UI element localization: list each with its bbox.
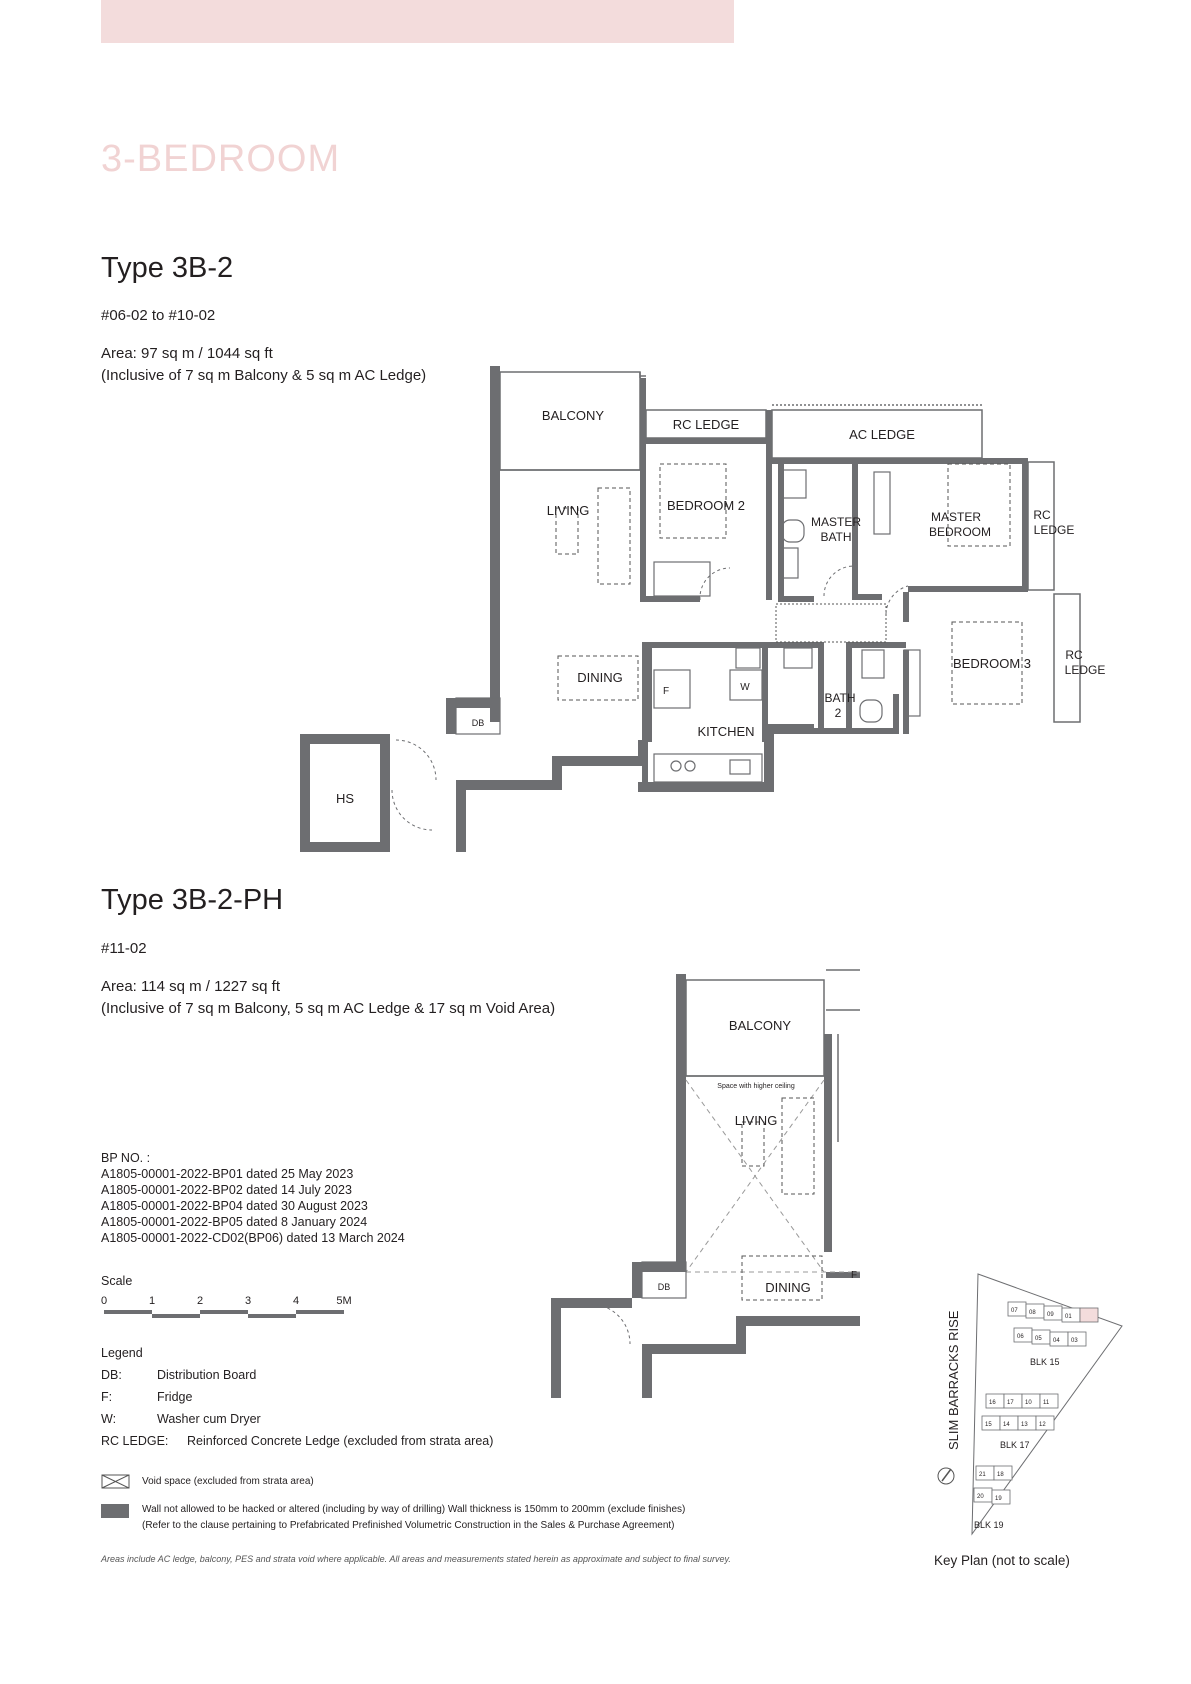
keyplan-blk17: BLK 17 <box>1000 1440 1030 1450</box>
section-title: 3-BEDROOM <box>101 138 341 180</box>
plan1-room-master-bath-2: BATH <box>820 530 852 544</box>
legend-washer: W: Washer cum Dryer <box>101 1412 261 1426</box>
plan1-room-dining: DINING <box>577 670 623 685</box>
legend-title: Legend <box>101 1346 143 1360</box>
keyplan-unit: 15 <box>985 1422 992 1428</box>
keyplan-unit: 11 <box>1043 1400 1050 1406</box>
key-plan <box>930 1270 1130 1540</box>
plan2-ceiling-note: Space with higher ceiling <box>717 1083 795 1090</box>
legend-fridge: F: Fridge <box>101 1390 193 1404</box>
plan2-units: #11-02 <box>101 940 147 957</box>
keyplan-unit: 17 <box>1007 1400 1014 1406</box>
wall-legend-swatch <box>101 1504 129 1518</box>
plan1-room-rc-ledge-right-2: LEDGE <box>1033 523 1075 537</box>
disclaimer: Areas include AC ledge, balcony, PES and strata void where applicable. All areas and measurements stated herein as approximate and subject to final survey. <box>101 1554 731 1564</box>
scale-tick: 5M <box>336 1295 352 1307</box>
plan1-room-rc-ledge-br-2: LEDGE <box>1064 663 1106 677</box>
bp-line: A1805-00001-2022-BP02 dated 14 July 2023 <box>101 1183 352 1197</box>
keyplan-unit: 20 <box>977 1494 984 1500</box>
plan1-room-rc-ledge-top: RC LEDGE <box>672 417 740 432</box>
plan2-room-living: LIVING <box>734 1113 778 1128</box>
scale-label: Scale <box>101 1274 133 1288</box>
plan1-db: DB <box>471 718 485 728</box>
plan1-room-bedroom3: BEDROOM 3 <box>952 656 1032 671</box>
plan1-fridge: F <box>662 686 670 697</box>
plan2-title: Type 3B-2-PH <box>101 884 284 916</box>
legend-rc-ledge: RC LEDGE: Reinforced Concrete Ledge (excluded from strata area) <box>101 1434 494 1448</box>
keyplan-unit: 16 <box>989 1400 996 1406</box>
scale-tick: 3 <box>244 1295 252 1307</box>
void-space-note: Void space (excluded from strata area) <box>142 1476 314 1487</box>
legend-db: DB: Distribution Board <box>101 1368 257 1382</box>
keyplan-unit: 04 <box>1053 1338 1060 1344</box>
scale-bar <box>96 1292 366 1326</box>
keyplan-unit: 18 <box>997 1472 1004 1478</box>
wall-note-1: Wall not allowed to be hacked or altered (including by way of drilling) Wall thickness is 150mm to 200mm (exclude finishes) <box>142 1504 686 1515</box>
keyplan-unit: 13 <box>1021 1422 1028 1428</box>
plan1-room-living: LIVING <box>546 503 590 518</box>
scale-tick: 4 <box>292 1295 300 1307</box>
keyplan-unit: 19 <box>995 1496 1002 1502</box>
plan1-room-master-bedroom-1: MASTER <box>930 510 982 524</box>
bp-label: BP NO. : <box>101 1151 151 1165</box>
plan2-area-note: (Inclusive of 7 sq m Balcony, 5 sq m AC Ledge & 17 sq m Void Area) <box>101 1000 556 1017</box>
plan2-room-dining: DINING <box>765 1280 811 1295</box>
plan1-room-balcony: BALCONY <box>541 408 605 423</box>
plan1-title: Type 3B-2 <box>101 252 234 284</box>
keyplan-unit: 06 <box>1017 1334 1024 1340</box>
bp-line: A1805-00001-2022-BP05 dated 8 January 2024 <box>101 1215 368 1229</box>
plan2-room-balcony: BALCONY <box>728 1018 792 1033</box>
plan1-room-kitchen: KITCHEN <box>697 724 755 739</box>
keyplan-unit: 10 <box>1025 1400 1032 1406</box>
bp-line: A1805-00001-2022-BP04 dated 30 August 2023 <box>101 1199 368 1213</box>
wall-note-2: (Refer to the clause pertaining to Prefabricated Prefinished Volumetric Construction in the Sales & Purchase Agreement) <box>142 1520 675 1531</box>
plan2-area: Area: 114 sq m / 1227 sq ft <box>101 978 280 995</box>
keyplan-unit: 14 <box>1003 1422 1010 1428</box>
plan1-room-ac-ledge: AC LEDGE <box>849 427 915 442</box>
keyplan-unit: 01 <box>1065 1314 1072 1320</box>
scale-tick: 0 <box>100 1295 108 1307</box>
keyplan-unit: 05 <box>1035 1336 1042 1342</box>
plan2-fridge: F <box>850 1270 858 1281</box>
keyplan-unit: 12 <box>1039 1422 1046 1428</box>
scale-tick: 2 <box>196 1295 204 1307</box>
plan1-room-hs: HS <box>335 791 355 806</box>
keyplan-unit: 07 <box>1011 1308 1018 1314</box>
plan1-room-master-bath-1: MASTER <box>810 515 862 529</box>
keyplan-blk15: BLK 15 <box>1030 1357 1060 1367</box>
plan2-db: DB <box>657 1282 671 1292</box>
plan1-room-master-bedroom-2: BEDROOM <box>928 525 992 539</box>
plan1-room-bath2-2: 2 <box>834 706 842 720</box>
plan1-room-rc-ledge-right-1: RC <box>1033 508 1051 522</box>
plan1-area: Area: 97 sq m / 1044 sq ft <box>101 345 273 362</box>
keyplan-unit: 08 <box>1029 1310 1036 1316</box>
plan1-units: #06-02 to #10-02 <box>101 307 216 324</box>
plan1-area-note: (Inclusive of 7 sq m Balcony & 5 sq m AC Ledge) <box>101 367 427 384</box>
keyplan-unit: 09 <box>1047 1312 1054 1318</box>
bp-line: A1805-00001-2022-CD02(BP06) dated 13 March 2024 <box>101 1231 405 1245</box>
north-arrow-icon <box>938 1468 954 1484</box>
bp-line: A1805-00001-2022-BP01 dated 25 May 2023 <box>101 1167 354 1181</box>
scale-tick: 1 <box>148 1295 156 1307</box>
plan1-room-bedroom2: BEDROOM 2 <box>666 498 746 513</box>
void-space-icon <box>101 1474 131 1490</box>
bp-block <box>101 1150 405 1246</box>
keyplan-unit: 21 <box>979 1472 986 1478</box>
keyplan-blk19: BLK 19 <box>974 1520 1004 1530</box>
plan1-washer: W <box>740 682 750 693</box>
keyplan-unit: 03 <box>1071 1338 1078 1344</box>
plan1-room-rc-ledge-br-1: RC <box>1065 648 1083 662</box>
plan1-room-bath2-1: BATH <box>824 691 856 705</box>
keyplan-road: SLIM BARRACKS RISE <box>946 1310 961 1450</box>
keyplan-label: Key Plan (not to scale) <box>934 1553 1070 1568</box>
